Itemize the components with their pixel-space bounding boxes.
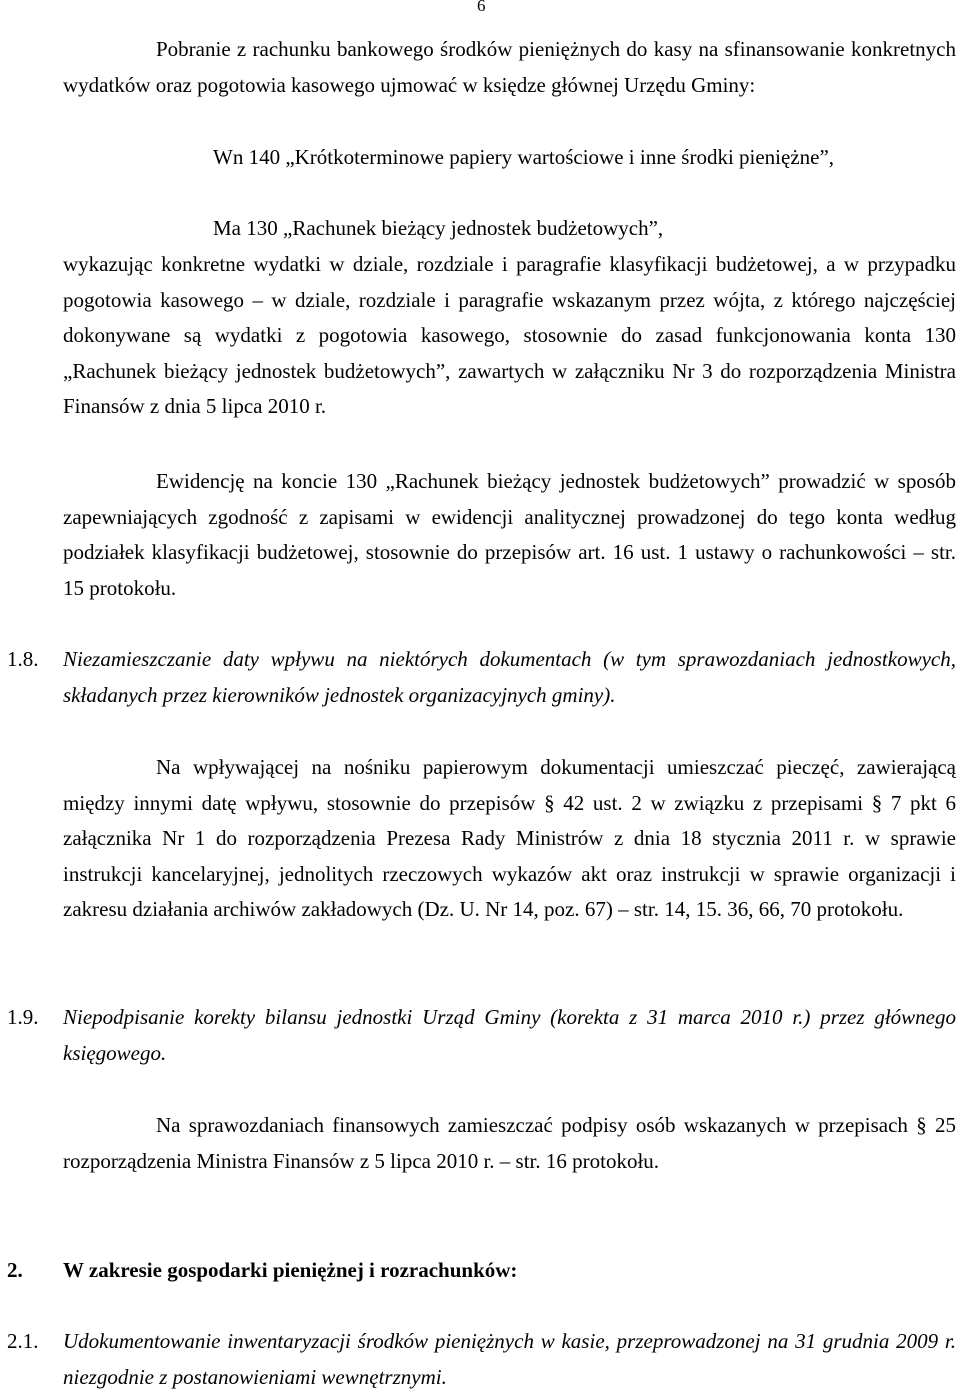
section-number-2: 2. <box>7 1258 23 1282</box>
section-body-1-8: Na wpływającej na nośniku papierowym dokumentacji umieszczać pieczęć, zawierającą między innymi datę wpływu, stosownie do przepisów § 42 ust. 2 w związku z przepisami § 7 pkt 6 załącznika Nr 1 do rozporządzenia Prezesa Rady Ministrów z dnia 18 stycznia 2011 r. w sprawie instrukcji kancelaryjnej, jednolitych rzeczowych wykazów akt oraz instrukcji w sprawie organizacji i zakresu działania archiwów zakładowych (Dz. U. Nr 14, poz. 67) – str. 14, 15. 36, 66, 70 protokołu. <box>63 755 956 922</box>
section-number-1-9: 1.9. <box>7 1005 39 1029</box>
section-title-2: W zakresie gospodarki pieniężnej i rozrachunków: <box>63 1258 518 1282</box>
entry-wn: Wn 140 „Krótkoterminowe papiery wartościowe i inne środki pieniężne”, <box>213 145 835 169</box>
expenses-paragraph: wykazując konkretne wydatki w dziale, rozdziale i paragrafie klasyfikacji budżetowej, a w przypadku pogotowia kasowego – w dziale, rozdziale i paragrafie wskazanym przez wójta, z którego najczęściej dokonywane są wydatki z pogotowia kasowego, stosownie do zasad funkcjonowania konta 130 „Rachunek bieżący jednostek budżetowych”, zawartych w załączniku Nr 3 do rozporządzenia Ministra Finansów z dnia 5 lipca 2010 r. <box>63 252 956 419</box>
entry-ma: Ma 130 „Rachunek bieżący jednostek budżetowych”, <box>213 216 664 240</box>
section-title-2-1: Udokumentowanie inwentaryzacji środków pieniężnych w kasie, przeprowadzonej na 31 grudnia 2009 r. niezgodnie z postanowieniami wewnętrznymi. <box>63 1329 956 1389</box>
page-number: 6 <box>477 0 486 15</box>
section-title-1-8: Niezamieszczanie daty wpływu na niektórych dokumentach (w tym sprawozdaniach jednostkowych, składanych przez kierowników jednostek organizacyjnych gminy). <box>63 647 956 707</box>
evidence-paragraph: Ewidencję na koncie 130 „Rachunek bieżący jednostek budżetowych” prowadzić w sposób zapewniających zgodność z zapisami w ewidencji analitycznej prowadzonej do tego konta według podziałek klasyfikacji budżetowej, stosownie do przepisów art. 16 ust. 1 ustawy o rachunkowości – str. 15 protokołu. <box>63 469 956 600</box>
section-body-1-9: Na sprawozdaniach finansowych zamieszczać podpisy osób wskazanych w przepisach § 25 rozporządzenia Ministra Finansów z 5 lipca 2010 r. – str. 16 protokołu. <box>63 1113 956 1173</box>
section-number-1-8: 1.8. <box>7 647 39 671</box>
section-number-2-1: 2.1. <box>7 1329 39 1353</box>
intro-paragraph: Pobranie z rachunku bankowego środków pieniężnych do kasy na sfinansowanie konkretnych wydatków oraz pogotowia kasowego ujmować w księdze głównej Urzędu Gminy: <box>63 37 956 97</box>
section-title-1-9: Niepodpisanie korekty bilansu jednostki Urząd Gminy (korekta z 31 marca 2010 r.) przez głównego księgowego. <box>63 1005 956 1065</box>
